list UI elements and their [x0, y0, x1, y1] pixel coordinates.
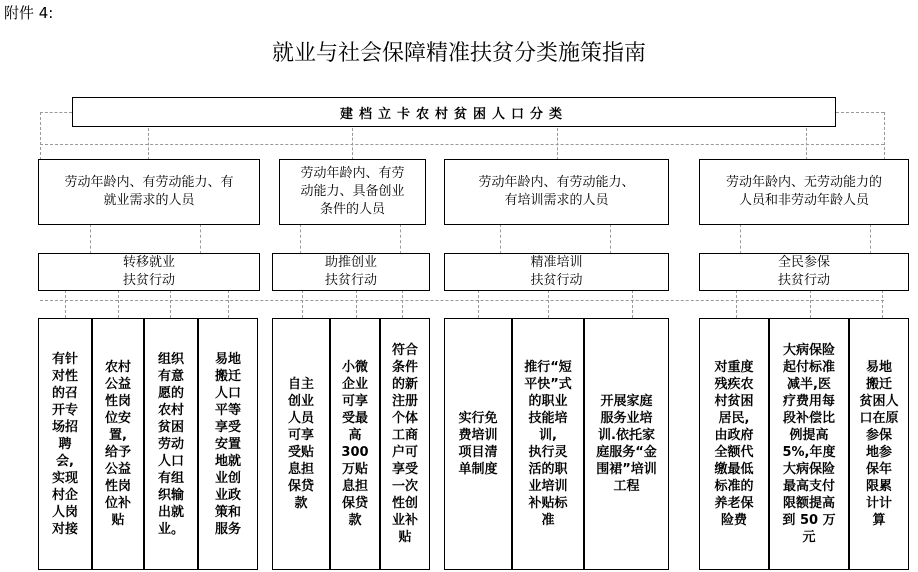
action-transfer-employment [38, 253, 260, 291]
measure-label: 易地 搬迁 人口 平等 享受 安置 地就 业创 业政 策和 服务 [214, 351, 241, 537]
measure-startup-loan [272, 318, 330, 570]
measure-label: 推行“短 平快”式 的职业 技能培 训, 执行灵 活的职 业培训 补贴标 准 [524, 360, 572, 528]
measure-relocation-employment [198, 318, 258, 570]
root-node [72, 97, 836, 127]
measure-organized-labor [144, 318, 198, 570]
measure-pension-premium [699, 318, 769, 570]
category-employment [38, 159, 260, 225]
category-label: 劳动年龄内、有劳动能力、 有培训需求的人员 [478, 175, 635, 208]
category-insurance [699, 159, 909, 225]
measure-label: 易地 搬迁 贫困人 口在原 参保 地参 保年 限累 计计 算 [859, 360, 899, 528]
measure-label: 实行免 费培训 项目清 单制度 [458, 411, 498, 477]
measure-label: 农村 公益 性岗 位安 置, 给予 公益 性岗 位补 贴 [104, 360, 131, 528]
attachment-note: 附件 4: [4, 4, 54, 22]
action-label: 转移就业 扶贫行动 [122, 255, 175, 288]
measure-label: 自主 创业 人员 可享 受贴 息担 保贷 款 [287, 377, 314, 511]
category-training [444, 159, 669, 225]
measure-public-post [92, 318, 144, 570]
measure-label: 组织 有意 愿的 农村 贫困 劳动 人口 有组 织输 出就 业。 [157, 351, 184, 537]
action-label: 全民参保 扶贫行动 [777, 255, 830, 288]
measure-label: 符合 条件 的新 注册 个体 工商 户可 享受 一次 性创 业补 贴 [391, 343, 418, 545]
action-label: 精准培训 扶贫行动 [530, 255, 583, 288]
category-entrepreneurship [279, 159, 426, 225]
measure-label: 小微 企业 可享 受最 高 300 万贴 息担 保贷 款 [341, 360, 369, 528]
measure-free-training [444, 318, 512, 570]
measure-label: 对重度 残疾农 村贫困 居民, 由政府 全额代 缴最低 标准的 养老保 险费 [714, 360, 754, 528]
action-entrepreneurship [272, 253, 430, 291]
category-label: 劳动年龄内、有劳动能力、有 就业需求的人员 [64, 175, 234, 208]
measure-job-fair [38, 318, 92, 570]
measure-relocation-insurance [849, 318, 909, 570]
measure-label: 开展家庭 服务业培 训.依托家 庭服务“金 围裙”培训 工程 [596, 394, 657, 494]
page-title: 就业与社会保障精准扶贫分类施策指南 [271, 41, 646, 66]
measure-label: 大病保险 起付标准 减半,医 疗费用每 段补偿比 例提高 5%,年度 大病保险 最高支付 限额提高 到 50 万 元 [782, 343, 836, 545]
action-universal-insurance [699, 253, 909, 291]
measure-housekeeping-training [584, 318, 669, 570]
root-label: 建档立卡农村贫困人口分类 [339, 106, 568, 122]
action-label: 助推创业 扶贫行动 [324, 255, 377, 288]
measure-label: 有针 对性 的召 开专 场招 聘 会, 实现 村企 人岗 对接 [51, 351, 78, 537]
measure-critical-illness [769, 318, 849, 570]
measure-sme-loan [330, 318, 380, 570]
measure-skill-training [512, 318, 584, 570]
category-label: 劳动年龄内、有劳 动能力、具备创业 条件的人员 [300, 166, 405, 217]
category-label: 劳动年龄内、无劳动能力的 人员和非劳动年龄人员 [725, 175, 882, 208]
action-precision-training [444, 253, 669, 291]
measure-startup-subsidy [380, 318, 430, 570]
